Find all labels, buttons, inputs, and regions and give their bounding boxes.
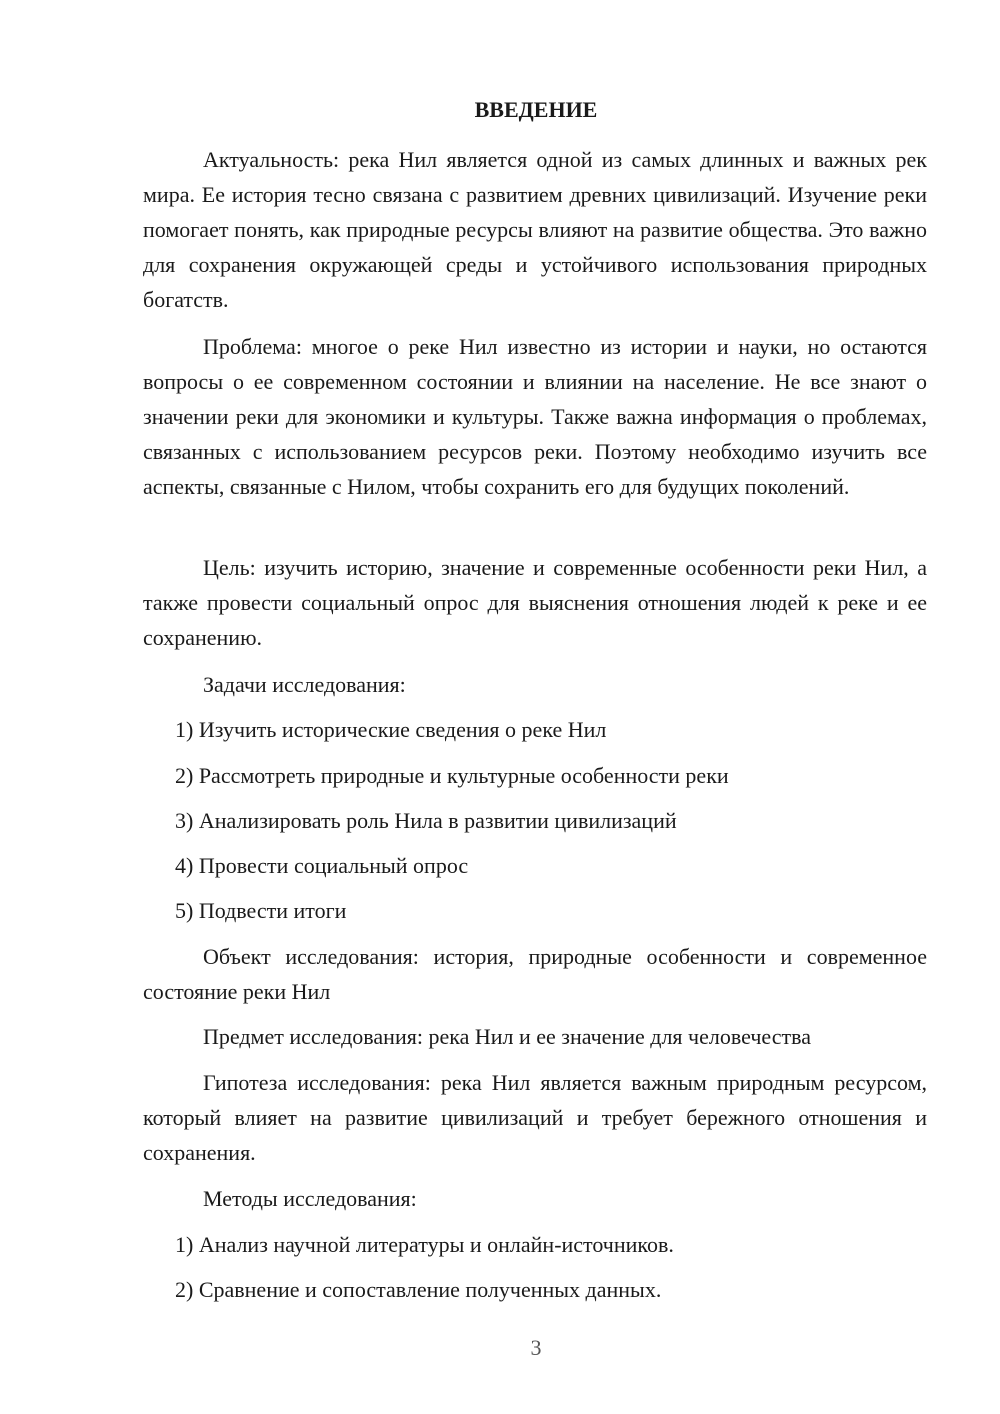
tasks-title: Задачи исследования: — [203, 672, 406, 697]
task-item-4: 4) Провести социальный опрос — [175, 853, 469, 878]
method-item-1: 1) Анализ научной литературы и онлайн-источников. — [175, 1232, 674, 1257]
page-number: 3 — [530, 1335, 542, 1360]
goal-paragraph: Цель: изучить историю, значение и современные особенности реки Нил, а также провести социальный опрос для выяснения отношения людей к реке и ее сохранению. — [143, 555, 927, 650]
task-item-5: 5) Подвести итоги — [175, 898, 347, 923]
task-item-1: 1) Изучить исторические сведения о реке Нил — [175, 717, 607, 742]
task-item-2: 2) Рассмотреть природные и культурные особенности реки — [175, 763, 729, 788]
object-paragraph: Объект исследования: история, природные особенности и современное состояние реки Нил — [143, 944, 927, 1004]
hypothesis-paragraph: Гипотеза исследования: река Нил является важным природным ресурсом, который влияет на развитие цивилизаций и требует бережного отношения и сохранения. — [143, 1070, 927, 1165]
relevance-paragraph: Актуальность: река Нил является одной из самых длинных и важных рек мира. Ее история тесно связана с развитием древних цивилизаций. Изучение реки помогает понять, как природные ресурсы влияют на развитие общества. Это важно для сохранения окружающей среды и устойчивого использования природных богатств. — [143, 147, 927, 312]
method-item-2: 2) Сравнение и сопоставление полученных данных. — [175, 1277, 662, 1302]
page-heading: ВВЕДЕНИЕ — [474, 97, 598, 122]
methods-title: Методы исследования: — [203, 1186, 417, 1211]
task-item-3: 3) Анализировать роль Нила в развитии цивилизаций — [175, 808, 677, 833]
problem-paragraph: Проблема: многое о реке Нил известно из истории и науки, но остаются вопросы о ее современном состоянии и влиянии на население. Не все знают о значении реки для экономики и культуры. Также важна информация о проблемах, связанных с использованием ресурсов реки. Поэтому необходимо изучить все аспекты, связанные с Нилом, чтобы сохранить его для будущих поколений. — [143, 334, 927, 499]
subject-paragraph: Предмет исследования: река Нил и ее значение для человечества — [203, 1024, 811, 1049]
